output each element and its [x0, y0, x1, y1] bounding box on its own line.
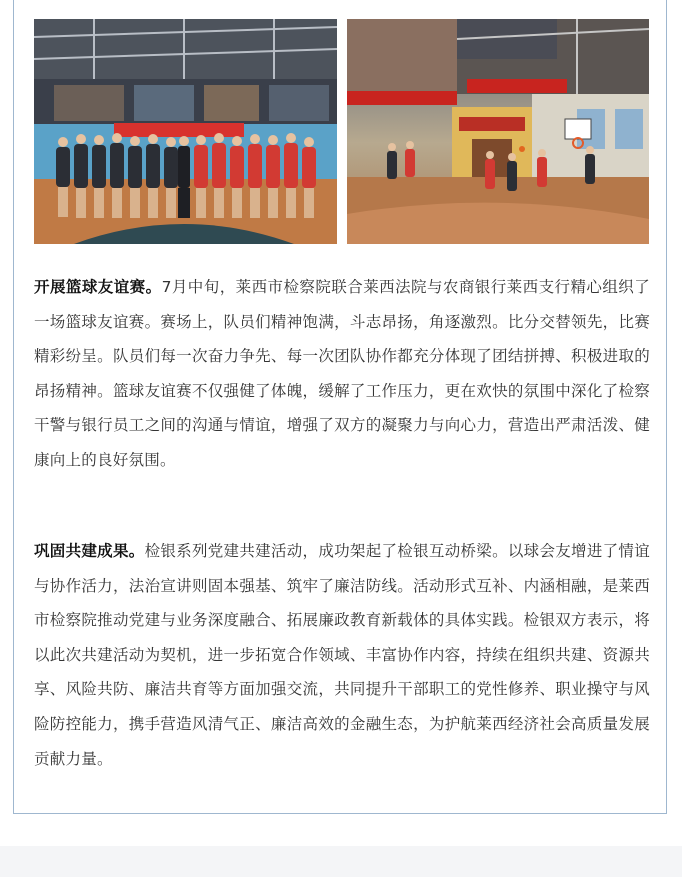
- paragraph-cobuilding-results: [34, 534, 650, 776]
- paragraph-lead-cobuilding: 巩固共建成果。: [34, 542, 145, 560]
- footer-band: [0, 846, 682, 877]
- game-photo-illustration: [347, 19, 649, 244]
- paragraph-basketball-friendly: [34, 270, 650, 478]
- paragraph-lead-basketball: 开展篮球友谊赛。: [34, 278, 162, 296]
- basketball-team-group-photo: [34, 19, 337, 244]
- paragraph-body-basketball: 7月中旬，莱西市检察院联合莱西法院与农商银行莱西支行精心组织了一场篮球友谊赛。赛场上，队员们精神饱满，斗志昂扬，角逐激烈。比分交替领先，比赛精彩纷呈。队员们每一次奋力争先、每一次团队协作都充分体现了团结拼搏、积极进取的昂扬精神。篮球友谊赛不仅强健了体魄，缓解了工作压力，更在欢快的氛围中深化了检察干警与银行员工之间的沟通与情谊，增强了双方的凝聚力与向心力，营造出严肃活泼、健康向上的良好氛围。: [34, 278, 650, 469]
- paragraph-body-cobuilding: 检银系列党建共建活动，成功架起了检银互动桥梁。以球会友增进了情谊与协作活力，法治宣讲则固本强基、筑牢了廉洁防线。活动形式互补、内涵相融，是莱西市检察院推动党建与业务深度融合、拓展廉政教育新载体的具体实践。检银双方表示，将以此次共建活动为契机，进一步拓宽合作领域、丰富协作内容，持续在组织共建、资源共享、风险共防、廉洁共育等方面加强交流，共同提升干部职工的党性修养、职业操守与风险防控能力，携手营造风清气正、廉洁高效的金融生态，为护航莱西经济社会高质量发展贡献力量。: [34, 542, 650, 768]
- basketball-game-action-photo: [347, 19, 649, 244]
- team-photo-illustration: [34, 19, 337, 244]
